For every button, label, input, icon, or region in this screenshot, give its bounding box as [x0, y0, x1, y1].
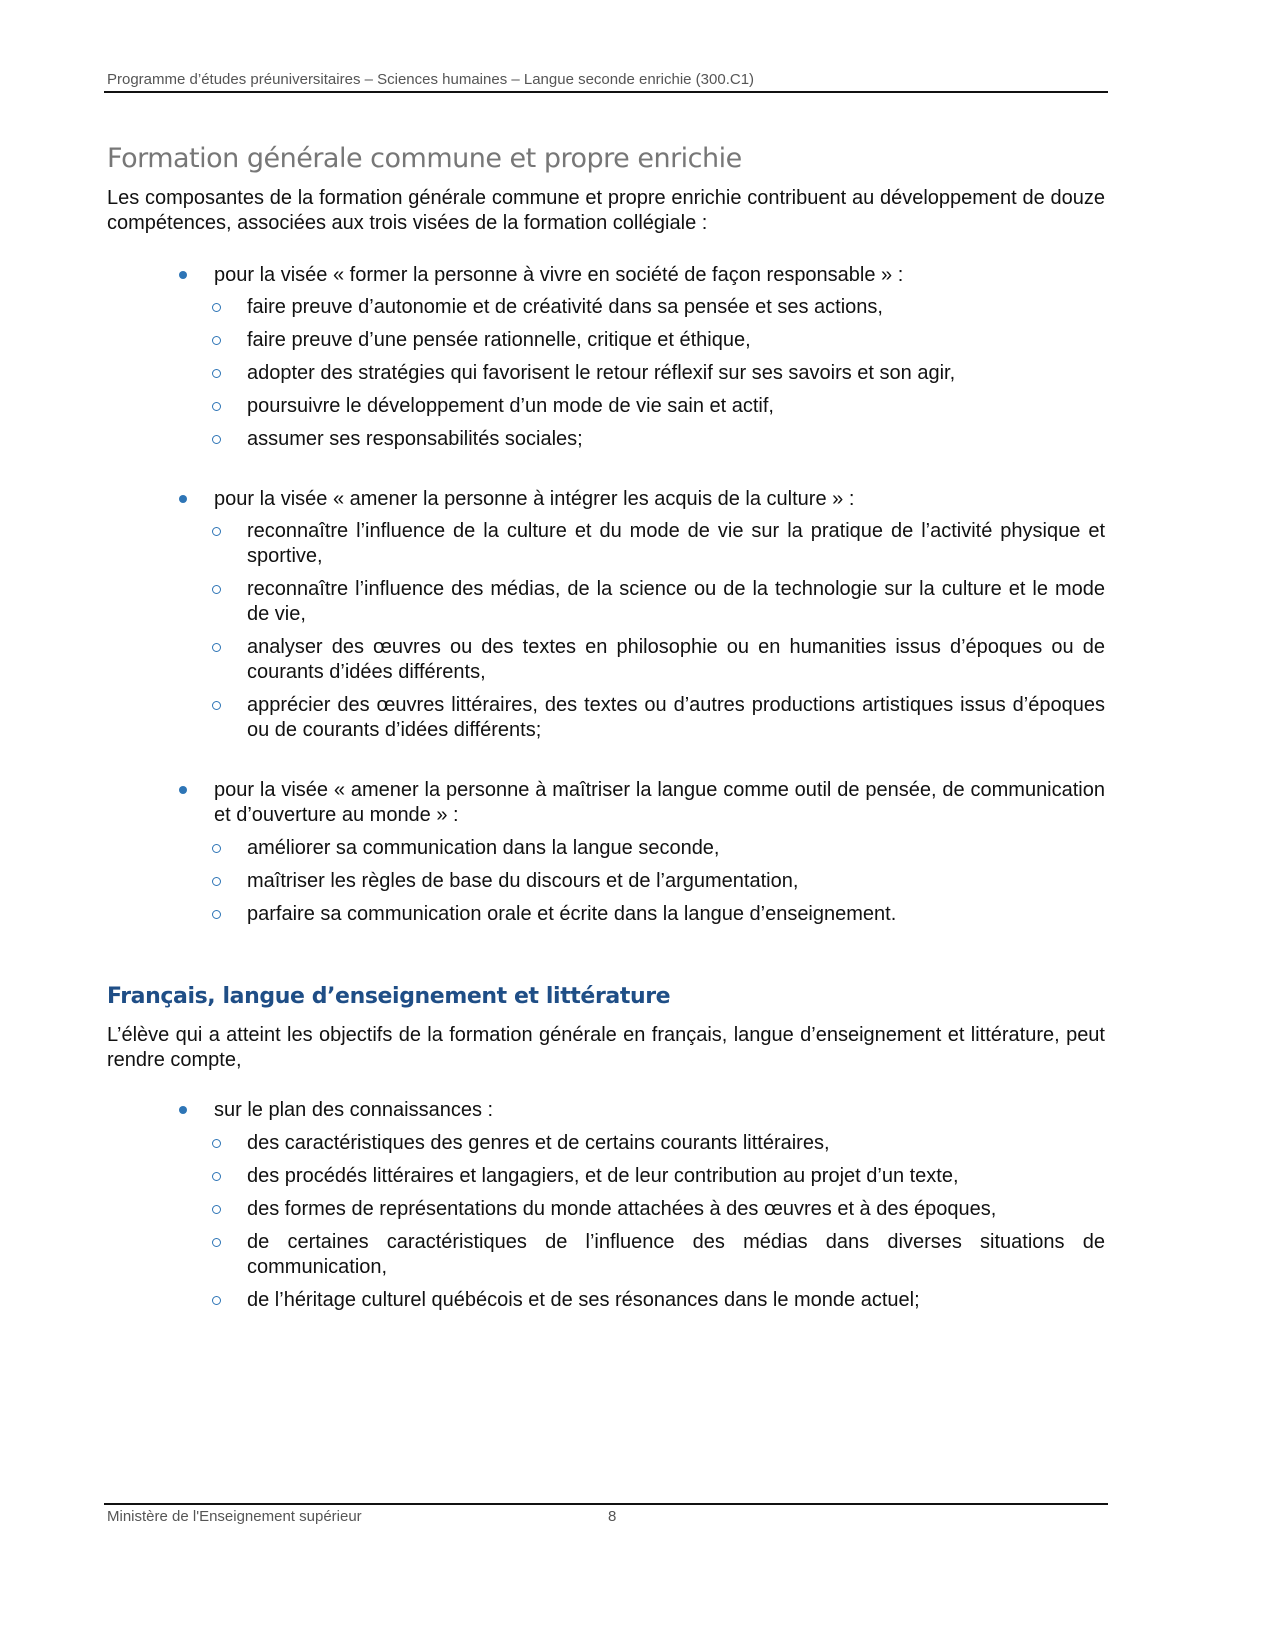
visee-label: pour la visée « former la personne à vivre en société de façon responsable » :	[214, 264, 904, 286]
circle-bullet-icon	[212, 435, 221, 444]
circle-bullet-icon	[212, 643, 221, 652]
list-item: faire preuve d’une pensée rationnelle, critique et éthique,	[247, 329, 751, 351]
list-item: des caractéristiques des genres et de certains courants littéraires,	[247, 1132, 830, 1154]
circle-bullet-icon	[212, 1172, 221, 1181]
subsection-heading: Français, langue d’enseignement et littérature	[107, 984, 671, 1009]
circle-bullet-icon	[212, 877, 221, 886]
intro-paragraph: Les composantes de la formation générale commune et propre enrichie contribuent au développement de douze compétences, associées aux trois visées de la formation collégiale :	[107, 187, 1105, 234]
page-number: 8	[608, 1508, 617, 1525]
bullet-label: sur le plan des connaissances :	[214, 1099, 494, 1121]
circle-bullet-icon	[212, 585, 221, 594]
list-item: maîtriser les règles de base du discours et de l’argumentation,	[247, 870, 799, 892]
circle-bullet-icon	[212, 369, 221, 378]
list-item: améliorer sa communication dans la langue seconde,	[247, 837, 720, 859]
list-item: de certaines caractéristiques de l’influence des médias dans diverses situations de communication,	[247, 1231, 1105, 1278]
list-item: reconnaître l’influence des médias, de la science ou de la technologie sur la culture et le mode de vie,	[247, 578, 1105, 625]
footer-rule	[104, 1503, 1108, 1505]
bullet-icon	[179, 271, 187, 279]
circle-bullet-icon	[212, 402, 221, 411]
bullet-icon	[179, 1106, 187, 1114]
list-item: faire preuve d’autonomie et de créativité dans sa pensée et ses actions,	[247, 296, 883, 318]
list-item: parfaire sa communication orale et écrite dans la langue d’enseignement.	[247, 903, 897, 925]
circle-bullet-icon	[212, 701, 221, 710]
list-item: apprécier des œuvres littéraires, des textes ou d’autres productions artistiques issus d’époques ou de courants d’idées différents;	[247, 694, 1105, 741]
list-item: des procédés littéraires et langagiers, et de leur contribution au projet d’un texte,	[247, 1165, 959, 1187]
visee-label: pour la visée « amener la personne à maîtriser la langue comme outil de pensée, de communication et d’ouverture au monde » :	[214, 779, 1105, 826]
bullet-icon	[179, 495, 187, 503]
circle-bullet-icon	[212, 910, 221, 919]
circle-bullet-icon	[212, 1139, 221, 1148]
circle-bullet-icon	[212, 303, 221, 312]
circle-bullet-icon	[212, 844, 221, 853]
list-item: de l’héritage culturel québécois et de ses résonances dans le monde actuel;	[247, 1289, 920, 1311]
circle-bullet-icon	[212, 336, 221, 345]
visee-label: pour la visée « amener la personne à intégrer les acquis de la culture » :	[214, 488, 855, 510]
list-item: des formes de représentations du monde attachées à des œuvres et à des époques,	[247, 1198, 997, 1220]
bullet-icon	[179, 786, 187, 794]
section-title: Formation générale commune et propre enrichie	[107, 143, 742, 174]
list-item: assumer ses responsabilités sociales;	[247, 428, 583, 450]
section-paragraph: L’élève qui a atteint les objectifs de la formation générale en français, langue d’enseignement et littérature, peut rendre compte,	[107, 1024, 1105, 1071]
list-item: poursuivre le développement d’un mode de vie sain et actif,	[247, 395, 774, 417]
list-item: reconnaître l’influence de la culture et du mode de vie sur la pratique de l’activité physique et sportive,	[247, 520, 1105, 567]
list-item: adopter des stratégies qui favorisent le retour réflexif sur ses savoirs et son agir,	[247, 362, 956, 384]
circle-bullet-icon	[212, 1296, 221, 1305]
header-rule	[104, 91, 1108, 93]
list-item: analyser des œuvres ou des textes en philosophie ou en humanities issus d’époques ou de courants d’idées différents,	[247, 636, 1105, 683]
footer-publisher: Ministère de l'Enseignement supérieur	[107, 1508, 362, 1525]
circle-bullet-icon	[212, 527, 221, 536]
circle-bullet-icon	[212, 1238, 221, 1247]
circle-bullet-icon	[212, 1205, 221, 1214]
running-header: Programme d’études préuniversitaires – Sciences humaines – Langue seconde enrichie (300.C1)	[107, 71, 755, 88]
